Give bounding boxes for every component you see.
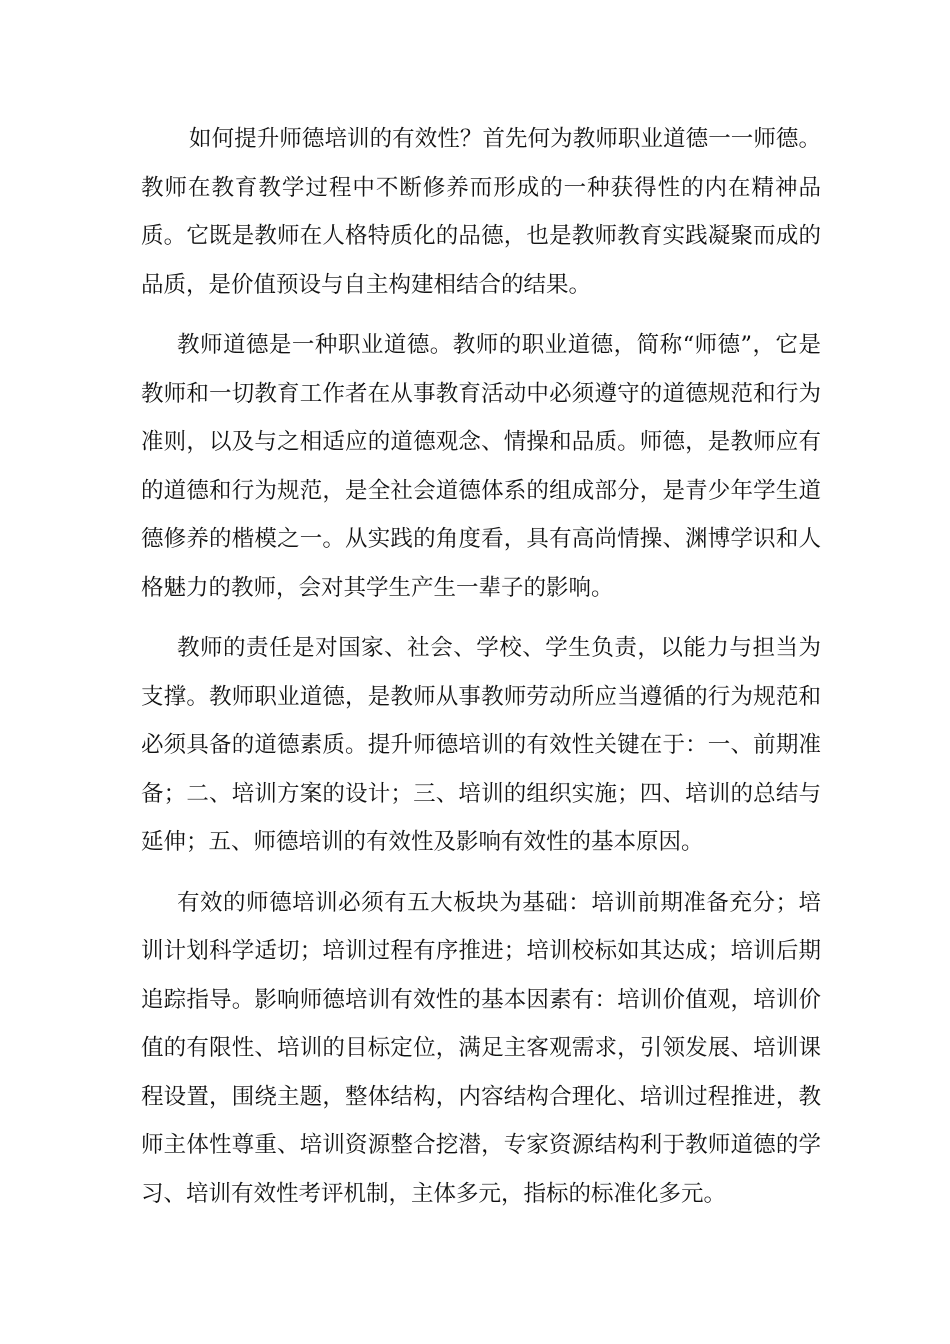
paragraph-3: 教师的责任是对国家、社会、学校、学生负责，以能力与担当为支撑。教师职业道德，是教师从事教师劳动所应当遵循的行为规范和必须具备的道德素质。提升师德培训的有效性关键在于：一、前期准备；二、培训方案的设计；三、培训的组织实施；四、培训的总结与延伸；五、师德培训的有效性及影响有效性的基本原因。 <box>141 635 821 855</box>
paragraph-2: 教师道德是一种职业道德。教师的职业道德，简称“师德”，它是教师和一切教育工作者在从事教育活动中必须遵守的道德规范和行为准则，以及与之相适应的道德观念、情操和品质。师德，是教师应有的道德和行为规范，是全社会道德体系的组成部分，是青少年学生道德修养的楷模之一。从实践的角度看，具有高尚情操、渊博学识和人格魅力的教师，会对其学生产生一辈子的影响。 <box>141 332 821 601</box>
paragraph-4: 有效的师德培训必须有五大板块为基础：培训前期准备充分；培训计划科学适切；培训过程有序推进；培训校标如其达成；培训后期追踪指导。影响师德培训有效性的基本因素有：培训价值观，培训价值的有限性、培训的目标定位，满足主客观需求，引领发展、培训课程设置，围绕主题，整体结构，内容结构合理化、培训过程推进，教师主体性尊重、培训资源整合挖潜，专家资源结构利于教师道德的学习、培训有效性考评机制，主体多元，指标的标准化多元。 <box>141 889 821 1207</box>
paragraph-1: 如何提升师德培训的有效性？首先何为教师职业道德一一师德。教师在教育教学过程中不断修养而形成的一种获得性的内在精神品质。它既是教师在人格特质化的品德，也是教师教育实践凝聚而成的品质，是价值预设与自主构建相结合的结果。 <box>141 126 821 298</box>
document-body <box>141 115 821 1230</box>
